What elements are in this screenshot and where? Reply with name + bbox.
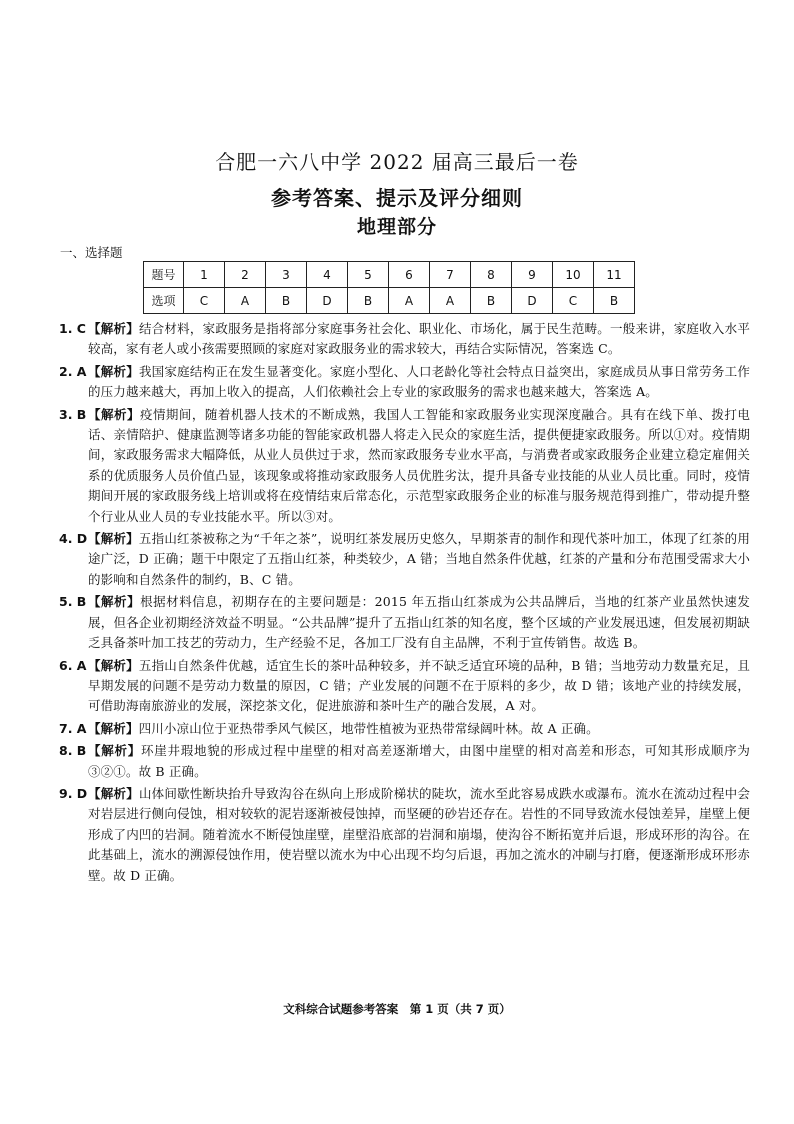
item-number: 8. B	[59, 743, 87, 759]
answer-cell: C	[553, 288, 594, 314]
analysis-tag: 【解析】	[88, 594, 141, 610]
item-text: 五指山红茶被称之为“千年之茶”，说明红茶发展历史悠久，早期茶青的制作和现代茶叶加工，体现了红茶的用途广泛，D 正确；题干中限定了五指山红茶，种类较少，A 错；当地自然条件优越，红茶的产量和分布范围受需求大小的影响和自然条件的制约，B、C 错。	[88, 531, 750, 587]
question-number: 3	[266, 262, 307, 288]
item-number: 9. D	[59, 785, 88, 801]
document-title: 合肥一六八中学 2022 届高三最后一卷	[215, 150, 579, 174]
answer-cell: A	[430, 288, 471, 314]
item-text: 山体间歇性断块抬升导致沟谷在纵向上形成阶梯状的陡坎，流水至此容易成跌水或瀑布。流水在流动过程中会对岩层进行侧向侵蚀，相对较软的泥岩逐渐被侵蚀掉，而坚硬的砂岩还存在。岩性的不同导致流水侵蚀差异，崖壁上便形成了内凹的岩洞。随着流水不断侵蚀崖壁，崖壁沿底部的岩洞和崩塌，使沟谷不断拓宽并后退，形成环形的沟谷。在此基础上，流水的溯源侵蚀作用，使岩壁以流水为中心出现不均匀后退，再加之流水的冲刷与打磨，便逐渐形成环形赤壁。故 D 正确。	[88, 785, 750, 883]
item-body	[88, 656, 750, 717]
item-text: 环崖井瑕地貌的形成过程中崖壁的相对高差逐渐增大，由图中崖壁的相对高差和形态，可知其形成顺序为③②①。故 B 正确。	[88, 743, 750, 779]
item-body	[88, 719, 750, 739]
analysis-tag: 【解析】	[88, 720, 139, 736]
item-number: 2. A	[59, 363, 87, 379]
item-number: 5. B	[59, 594, 87, 610]
question-number: 8	[471, 262, 512, 288]
item-body	[88, 784, 750, 886]
explanation-item	[50, 592, 750, 653]
explanation-item	[50, 405, 750, 527]
item-text: 五指山自然条件优越，适宜生长的茶叶品种较多，并不缺乏适宜环境的品种，B 错；当地劳动力数量充足，且早期发展的问题不是劳动力数量的原因，C 错；产业发展的问题不在于原料的多少，故 D 错；该地产业的持续发展，可借助海南旅游业的发展，深挖茶文化，促进旅游和茶叶生产的融合发展，A 对。	[88, 657, 750, 714]
answer-cell: D	[307, 288, 348, 314]
item-body	[88, 405, 750, 527]
answer-cell: B	[471, 288, 512, 314]
answer-cell: D	[512, 288, 553, 314]
item-number: 7. A	[59, 720, 87, 736]
question-number: 1	[184, 262, 225, 288]
item-body	[88, 592, 750, 653]
analysis-tag: 【解析】	[88, 785, 139, 801]
analysis-tag: 【解析】	[88, 657, 139, 673]
question-number: 4	[307, 262, 348, 288]
analysis-tag: 【解析】	[88, 363, 139, 379]
item-number: 1. C	[59, 321, 86, 336]
answer-cell: C	[184, 288, 225, 314]
explanation-item	[50, 741, 750, 782]
explanation-item	[50, 784, 750, 886]
explanation-item	[50, 656, 750, 717]
explanation-item	[50, 319, 750, 360]
question-number: 7	[430, 262, 471, 288]
answer-row-label: 选项	[144, 288, 184, 314]
explanation-item	[50, 719, 750, 739]
document-subtitle: 参考答案、提示及评分细则	[271, 186, 523, 210]
page-footer: 文科综合试题参考答案 第 1 页（共 7 页）	[283, 1002, 511, 1016]
question-number: 6	[389, 262, 430, 288]
item-body	[88, 741, 750, 782]
section-part-title: 地理部分	[356, 216, 437, 238]
item-body	[88, 529, 750, 590]
analysis-tag: 【解析】	[88, 743, 142, 759]
question-number: 5	[348, 262, 389, 288]
item-text: 我国家庭结构正在发生显著变化。家庭小型化、人口老龄化等社会特点日益突出，家庭成员从事日常劳务工作的压力越来越大，再加上收入的提高，人们依赖社会上专业的家政服务的需求也越来越大，答案选 A。	[88, 363, 750, 400]
number-row-label: 题号	[144, 262, 184, 288]
analysis-tag: 【解析】	[88, 531, 139, 547]
item-text: 根据材料信息，初期存在的主要问题是：2015 年五指山红茶成为公共品牌后，当地的红茶产业虽然快速发展，但各企业初期经济效益不明显。“公共品牌”提升了五指山红茶的知名度，整个区域的产业发展迅速，但发展初期缺乏具备茶叶加工技艺的劳动力，生产经验不足，各加工厂没有自主品牌，不利于宣传销售。故选 B。	[88, 594, 750, 651]
answer-cell: A	[225, 288, 266, 314]
section-heading: 一、选择题	[60, 245, 123, 260]
explanation-item	[50, 362, 750, 403]
question-number: 11	[594, 262, 635, 288]
question-number: 2	[225, 262, 266, 288]
item-text: 结合材料，家政服务是指将部分家庭事务社会化、职业化、市场化，属于民生范畴。一般来讲，家庭收入水平较高，家有老人或小孩需要照顾的家庭对家政服务业的需求较大，再结合实际情况，答案选 C。	[88, 321, 750, 357]
item-text: 疫情期间，随着机器人技术的不断成熟，我国人工智能和家政服务业实现深度融合。具有在线下单、拨打电话、亲情陪护、健康监测等诸多功能的智能家政机器人将走入民众的家庭生活，提供便捷家政服务。所以①对。疫情期间，家政服务需求大幅降低，从业人员供过于求，然而家政服务专业水平高，与消费者或家政服务企业建立稳定雇佣关系的优质服务人员价值凸显，该现象或将推动家政服务人员优胜劣汰，提升具备专业技能的从业人员比重。同时，疫情期间开展的家政服务线上培训或将在疫情结束后常态化，示范型家政服务企业的标准与服务规范得到推广，带动提升整个行业从业人员的专业技能水平。所以③对。	[88, 406, 750, 524]
item-body	[88, 319, 750, 360]
item-number: 6. A	[59, 657, 87, 673]
analysis-tag: 【解析】	[88, 406, 140, 422]
answer-table-answer-row	[144, 288, 635, 314]
answer-table	[143, 261, 635, 314]
answer-cell: B	[348, 288, 389, 314]
answer-table-number-row	[144, 262, 635, 288]
item-number: 3. B	[59, 406, 87, 422]
item-text: 四川小凉山位于亚热带季风气候区，地带性植被为亚热带常绿阔叶林。故 A 正确。	[138, 720, 599, 736]
item-number: 4. D	[59, 531, 88, 547]
analysis-tag: 【解析】	[88, 321, 139, 336]
item-body	[88, 362, 750, 403]
explanation-list	[50, 319, 750, 888]
question-number: 10	[553, 262, 594, 288]
answer-cell: A	[389, 288, 430, 314]
answer-cell: B	[266, 288, 307, 314]
explanation-item	[50, 529, 750, 590]
answer-cell: B	[594, 288, 635, 314]
question-number: 9	[512, 262, 553, 288]
